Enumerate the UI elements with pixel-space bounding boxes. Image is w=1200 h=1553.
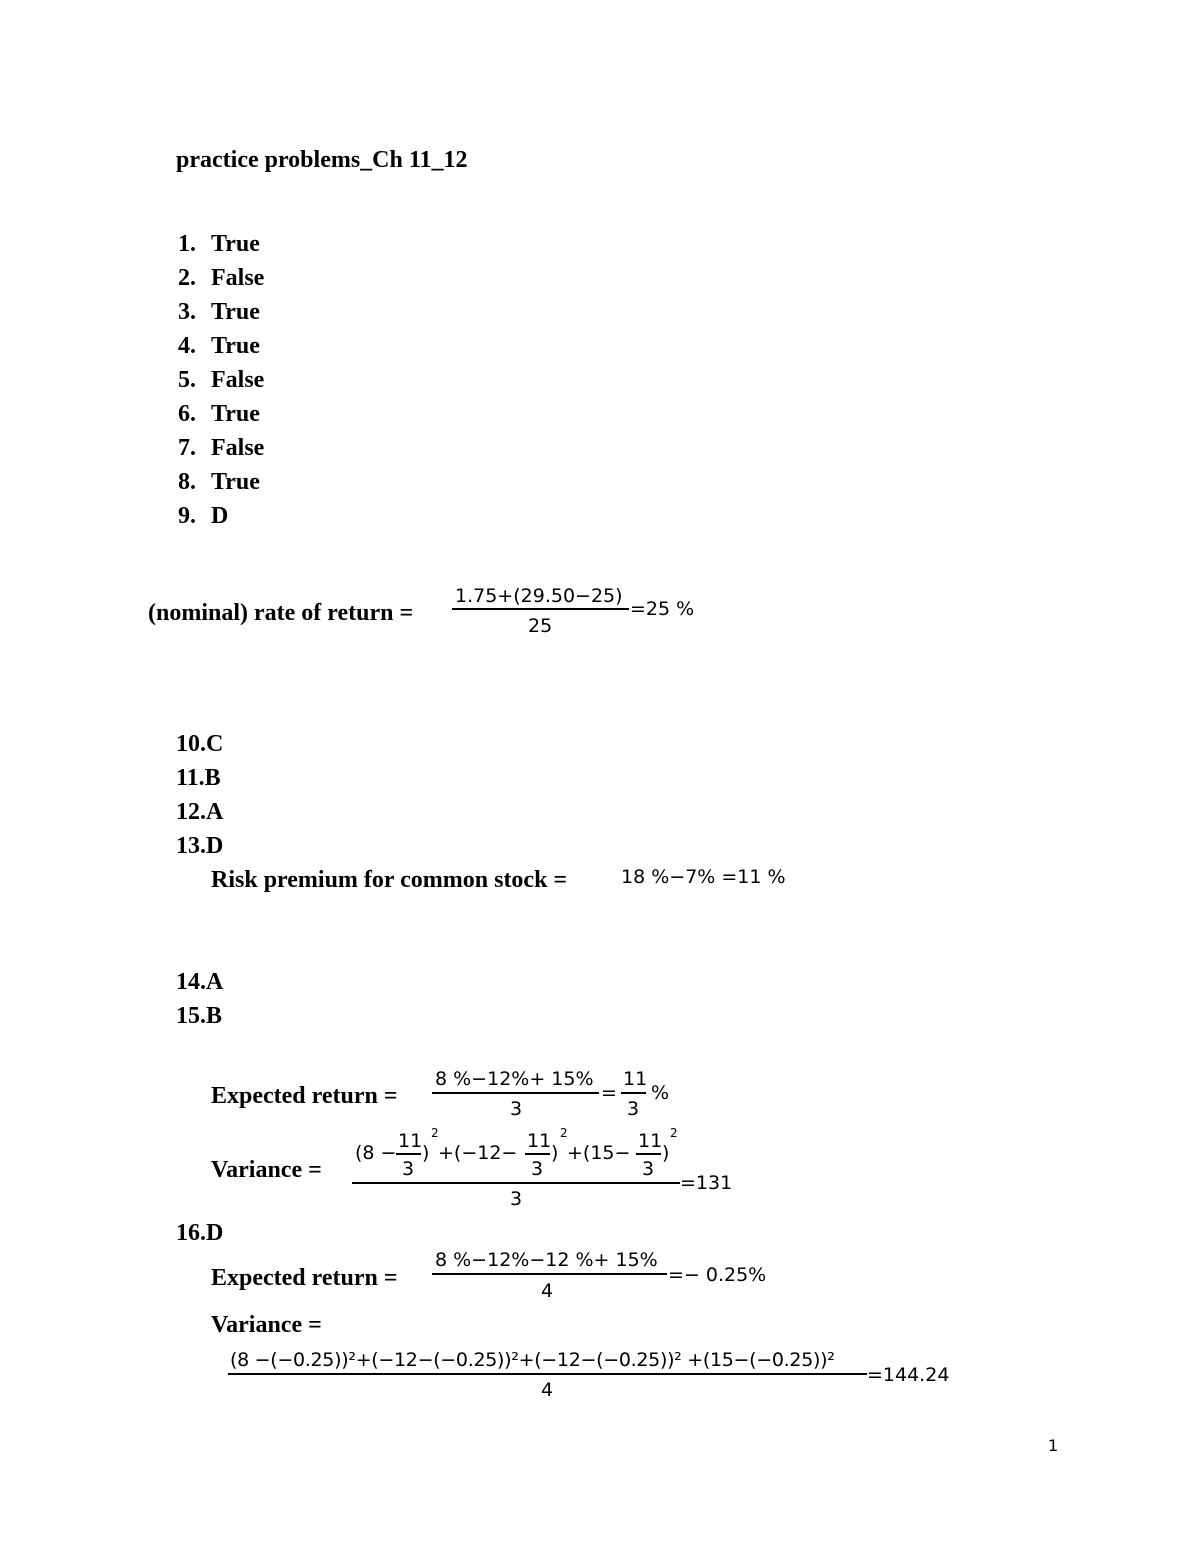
answer-item: 11.B	[176, 765, 221, 791]
answer-value: D	[211, 503, 229, 529]
variance-denominator: 4	[541, 1379, 554, 1401]
expected-return-label: Expected return =	[211, 1083, 398, 1109]
variance-term-close: )	[422, 1142, 430, 1164]
expected-denominator: 3	[510, 1098, 523, 1120]
expected-result: =− 0.25%	[668, 1264, 767, 1286]
answer-value: False	[211, 265, 265, 291]
inner-numerator: 11	[398, 1130, 423, 1152]
exponent: 2	[560, 1126, 568, 1140]
answer-number: 3.	[178, 299, 196, 325]
fraction-bar	[636, 1153, 661, 1155]
answer-number: 7.	[178, 435, 196, 461]
answer-value: False	[211, 435, 265, 461]
variance-result: =131	[680, 1172, 733, 1194]
inner-numerator: 11	[527, 1130, 552, 1152]
variance-term-open: (8 −	[355, 1142, 397, 1164]
exponent: 2	[670, 1126, 678, 1140]
answer-item: 14.A	[176, 969, 224, 995]
answer-number: 1.	[178, 231, 196, 257]
answer-item: 16.D	[176, 1220, 224, 1246]
inner-numerator: 11	[638, 1130, 663, 1152]
page-title: practice problems_Ch 11_12	[176, 147, 468, 173]
result-denominator: 3	[627, 1098, 640, 1120]
fraction-bar	[621, 1092, 646, 1094]
expected-numerator: 8 %−12%+ 15%	[435, 1068, 594, 1090]
equals-sign: =	[601, 1082, 617, 1104]
nominal-numerator: 1.75+(29.50−25)	[455, 585, 623, 607]
fraction-bar	[432, 1092, 599, 1094]
variance-term-close: )	[662, 1142, 670, 1164]
answer-value: True	[211, 299, 260, 325]
result-numerator: 11	[623, 1068, 648, 1090]
answer-value: False	[211, 367, 265, 393]
fraction-bar	[228, 1373, 867, 1375]
fraction-bar	[432, 1273, 667, 1275]
inner-denominator: 3	[642, 1158, 655, 1180]
fraction-bar	[452, 608, 629, 610]
answer-item: 10.C	[176, 731, 224, 757]
answer-value: True	[211, 469, 260, 495]
answer-value: True	[211, 231, 260, 257]
answer-number: 9.	[178, 503, 196, 529]
fraction-bar	[396, 1153, 421, 1155]
fraction-bar	[525, 1153, 550, 1155]
answer-value: True	[211, 401, 260, 427]
answer-number: 8.	[178, 469, 196, 495]
variance-denominator: 3	[510, 1188, 523, 1210]
variance-label: Variance =	[211, 1312, 322, 1338]
variance-numerator: (8 −(−0.25))²+(−12−(−0.25))²+(−12−(−0.25))² +(15−(−0.25))²	[230, 1349, 835, 1371]
variance-term-close: )	[551, 1142, 559, 1164]
answer-number: 2.	[178, 265, 196, 291]
variance-term-open: +(−12−	[438, 1142, 518, 1164]
inner-denominator: 3	[402, 1158, 415, 1180]
answer-number: 5.	[178, 367, 196, 393]
answer-item: 12.A	[176, 799, 224, 825]
nominal-denominator: 25	[528, 615, 553, 637]
answer-number: 4.	[178, 333, 196, 359]
expected-numerator: 8 %−12%−12 %+ 15%	[435, 1249, 658, 1271]
exponent: 2	[431, 1126, 439, 1140]
risk-premium-label: Risk premium for common stock =	[211, 867, 568, 893]
page-number: 1	[1048, 1436, 1059, 1455]
variance-term-open: +(15−	[567, 1142, 631, 1164]
variance-result: =144.24	[867, 1364, 950, 1386]
answer-item: 13.D	[176, 833, 224, 859]
risk-premium-expression: 18 %−7% =11 %	[621, 866, 786, 888]
answer-number: 6.	[178, 401, 196, 427]
fraction-bar	[352, 1182, 680, 1184]
inner-denominator: 3	[531, 1158, 544, 1180]
result-unit: %	[651, 1082, 670, 1104]
variance-label: Variance =	[211, 1157, 322, 1183]
nominal-result: =25 %	[630, 598, 695, 620]
expected-denominator: 4	[541, 1280, 554, 1302]
answer-item: 15.B	[176, 1003, 223, 1029]
expected-return-label: Expected return =	[211, 1265, 398, 1291]
nominal-return-label: (nominal) rate of return =	[148, 600, 414, 626]
answer-value: True	[211, 333, 260, 359]
